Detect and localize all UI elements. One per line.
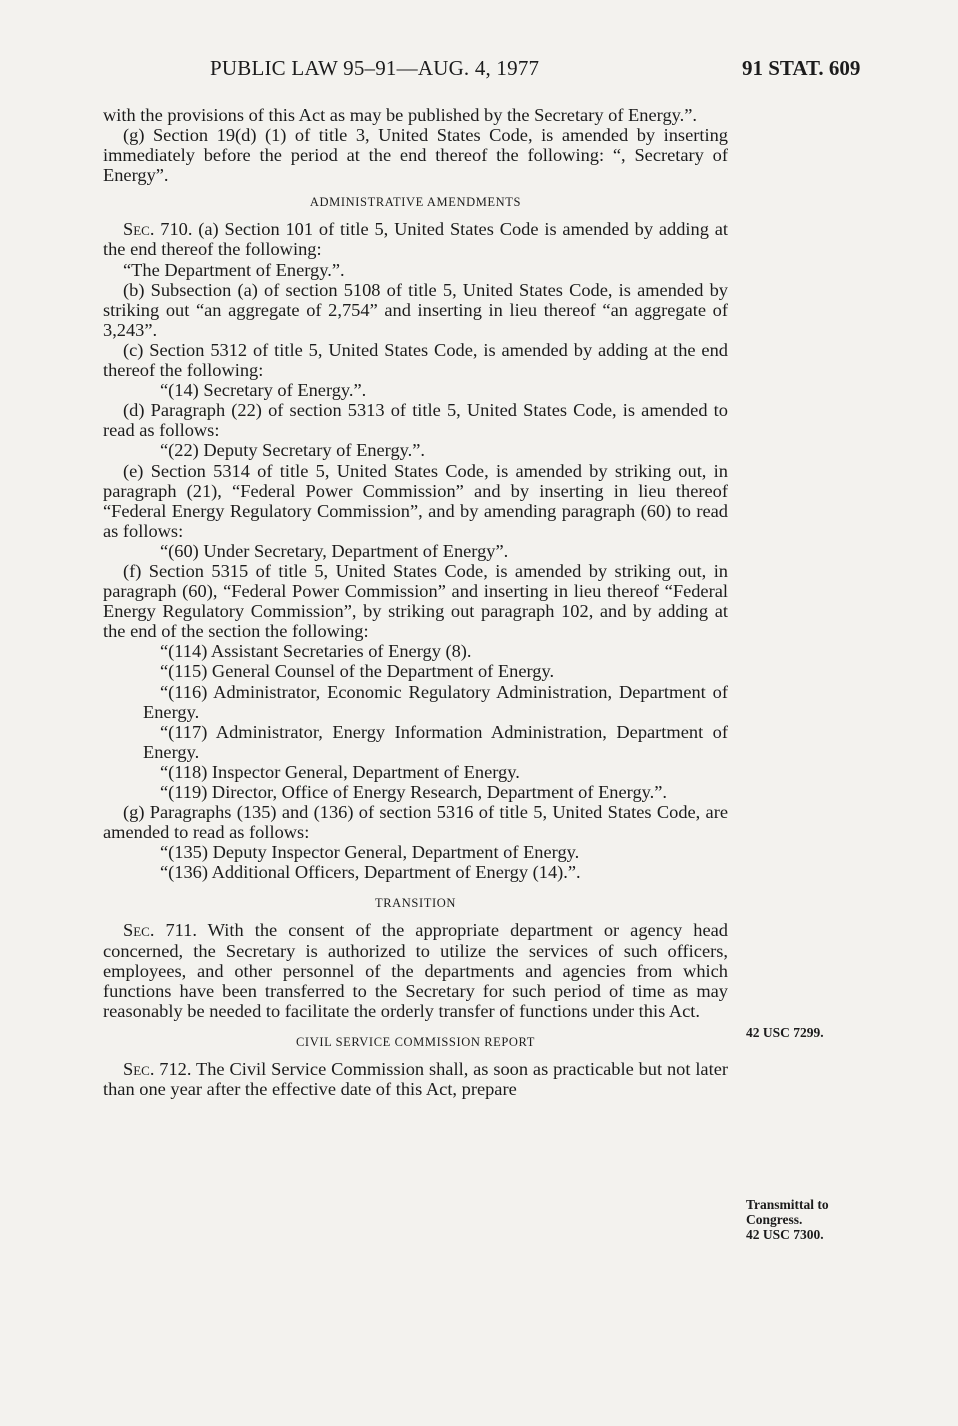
section-710-e-quote: “(60) Under Secretary, Department of Energy”. [160,540,509,561]
margin-note-transmittal [746,1197,829,1242]
section-710-d-quote: “(22) Deputy Secretary of Energy.”. [160,440,426,461]
paragraph-g-title-3: (g) Section 19(d) (1) of title 3, United States Code, is amended by inserting immediately before the period at the end thereof the following: “, Secretary of Energy”. [103,125,728,186]
statute-page-number: 91 STAT. 609 [742,56,861,80]
section-label: Sec. [123,920,155,941]
section-710-e: (e) Section 5314 of title 5, United States Code, is amended by striking out, in paragraph (21), “Federal Power Commission” and by inserting in lieu thereof “Federal Energy Regulatory Commission”, and by amending paragraph (60) to read as follows: [103,460,728,541]
margin-note-transmittal-line-2: Congress. [746,1212,803,1227]
heading-transition: TRANSITION [375,896,456,911]
section-710-f-item-118: “(118) Inspector General, Department of Energy. [160,761,520,782]
section-710-g-item-135: “(135) Deputy Inspector General, Department of Energy. [160,842,580,863]
section-710-f: (f) Section 5315 of title 5, United States Code, is amended by striking out, in paragraph (60), “Federal Power Commission” and inserting in lieu thereof “Federal Energy Regulatory Commission”, by striking out paragraph 102, and by adding at the end of the section the following: [103,560,728,642]
margin-note-transmittal-line-1: Transmittal to [746,1197,829,1212]
section-label: Sec. [123,219,155,240]
continuation-paragraph: with the provisions of this Act as may be published by the Secretary of Energy.”. [103,105,697,125]
section-710-f-item-115: “(115) General Counsel of the Department of Energy. [160,661,555,682]
section-710-a [103,219,728,259]
running-head-title: PUBLIC LAW 95–91—AUG. 4, 1977 [210,56,540,80]
section-710-f-item-116: “(116) Administrator, Economic Regulatory Administration, Department of Energy. [143,681,728,722]
section-710-g: (g) Paragraphs (135) and (136) of section 5316 of title 5, United States Code, are amended to read as follows: [103,802,728,843]
running-head [0,56,958,86]
body-text-column [103,105,728,1099]
heading-administrative-amendments: ADMINISTRATIVE AMENDMENTS [309,195,522,210]
section-710-a-text: 710. (a) Section 101 of title 5, United States Code is amended by adding at the end thereof the following: [103,219,728,260]
margin-note-transmittal-line-3: 42 USC 7300. [746,1227,824,1242]
section-710-c: (c) Section 5312 of title 5, United States Code, is amended by adding at the end thereof the following: [103,339,728,381]
margin-note-42-usc-7299: 42 USC 7299. [746,1025,824,1040]
section-710-c-quote: “(14) Secretary of Energy.”. [160,380,367,401]
section-710-d: (d) Paragraph (22) of section 5313 of title 5, United States Code, is amended to read as follows: [103,400,728,441]
section-710-b: (b) Subsection (a) of section 5108 of title 5, United States Code, is amended by striking out “an aggregate of 2,754” and inserting in lieu thereof “an aggregate of 3,243”. [103,279,728,340]
section-712-text: 712. The Civil Service Commission shall, as soon as practicable but not later than one year after the effective date of this Act, prepare [103,1058,728,1100]
section-711-text: 711. With the consent of the appropriate department or agency head concerned, the Secretary is authorized to utilize the services of such officers, employees, and other personnel of the departments and agencies from which functions have been transferred to the Secretary for such period of time as may reasonably be needed to facilitate the orderly transfer of functions under this Act. [103,920,728,1021]
section-711 [103,920,728,1020]
section-710-f-item-117: “(117) Administrator, Energy Information Administration, Department of Energy. [143,721,728,762]
section-710-a-quote: “The Department of Energy.”. [123,259,345,280]
section-label: Sec. [123,1058,155,1079]
section-710-f-item-114: “(114) Assistant Secretaries of Energy (8). [160,641,472,662]
heading-civil-service-commission-report: CIVIL SERVICE COMMISSION REPORT [296,1034,535,1049]
section-712 [103,1059,728,1099]
section-710-g-item-136: “(136) Additional Officers, Department of Energy (14).”. [160,862,581,883]
section-710-f-item-119: “(119) Director, Office of Energy Research, Department of Energy.”. [160,782,668,802]
